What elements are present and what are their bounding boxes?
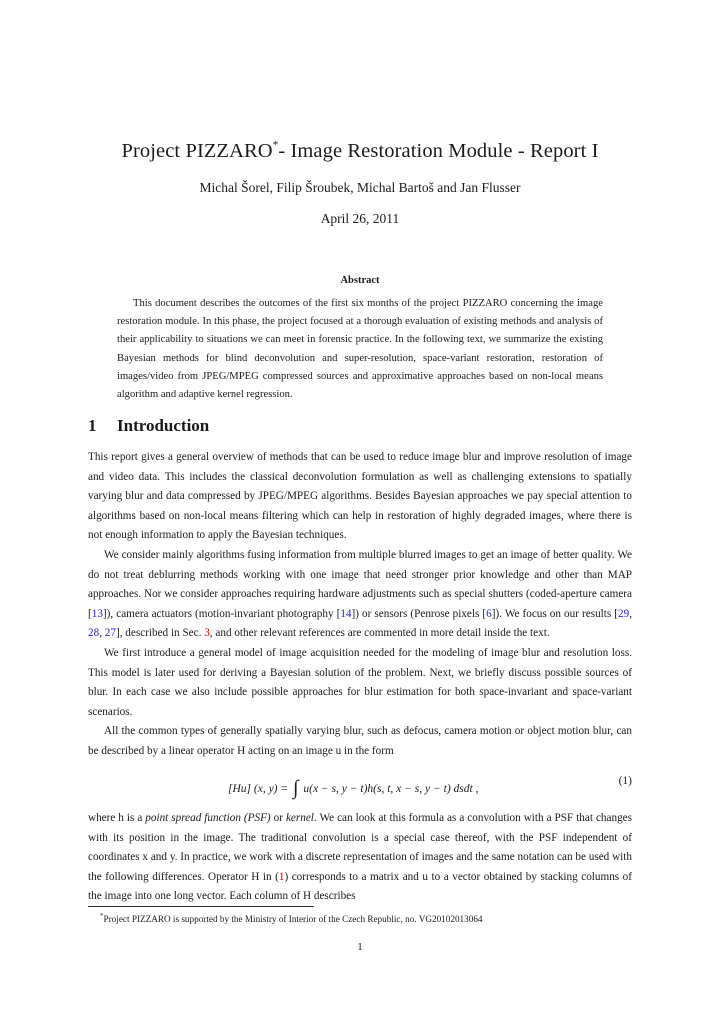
citation-link[interactable]: 13: [91, 607, 103, 620]
paper-title: [0, 138, 720, 164]
section-link[interactable]: 3: [204, 627, 210, 640]
paragraph-2: We consider mainly algorithms fusing information from multiple blurred images to get an image of better quality. We do not treat deblurring methods working with one image that need stronger prior knowledge and other than MAP approaches. Nor we consider approaches requiring hardware adjustments such as special shutters (coded-aperture camera [13]), camera actuators (motion-invariant photography [14]) or sensors (Penrose pixels [6]). We focus on our results [29, 28, 27], described in Sec. 3, and other relevant references are commented in more detail inside the text.: [88, 548, 632, 640]
integral-sign: ∫: [293, 777, 299, 799]
text-run: ) corresponds to a matrix and u to a vector obtained by stacking columns of the image into one long vector. Each column of H describes: [88, 870, 633, 903]
footnote: [100, 912, 630, 924]
equation-expression: [228, 775, 478, 798]
footnote-text: Project PIZZARO is supported by the Ministry of Interior of the Czech Republic, no. VG20102013064: [103, 914, 483, 925]
title-rest: - Image Restoration Module - Report I: [278, 140, 599, 162]
abstract-heading: Abstract: [340, 275, 380, 286]
authors: Michal Šorel, Filip Šroubek, Michal Bartoš and Jan Flusser: [199, 180, 521, 195]
text-run: We consider mainly algorithms fusing information from multiple blurred images to get an image of better quality. We do not treat deblurring methods working with one image that need stronger prior knowledge and other than MAP approaches. Nor we consider approaches requiring hardware adjustments such as special shutters (coded-aperture camera [: [88, 548, 632, 620]
abstract-text: [117, 295, 603, 404]
text-run: where h is a: [88, 812, 146, 824]
emphasis: kernel: [285, 812, 314, 824]
equation-1: [88, 769, 632, 799]
date: April 26, 2011: [320, 211, 400, 226]
equation-lhs: [Hu] (x, y) =: [228, 783, 289, 795]
text-run: ]) or sensors (Penrose pixels [: [351, 607, 487, 620]
citation-link[interactable]: 27: [104, 627, 116, 640]
section-heading: [88, 416, 209, 436]
footnote-marker: *: [100, 912, 104, 920]
section-title: Introduction: [117, 416, 210, 435]
text-run: or: [270, 812, 286, 824]
text-run: ]). We focus on our results [: [491, 607, 619, 620]
citation-link[interactable]: 6: [486, 607, 492, 620]
title-main: Project PIZZARO: [121, 140, 273, 162]
paragraph-5: [88, 809, 632, 907]
paragraph-1: This report gives a general overview of methods that can be used to reduce image blur and improve resolution of image and video data. This includes the classical deconvolution formulation as well as challenging extensions to spatially varying blur and data compressed by JPEG/MPEG algorithms. Besides Bayesian approaches we pay special attention to algorithms based on non-local means filtering which can help in restoration of highly degraded images, where there is not enough information to apply the Bayesian techniques.: [88, 451, 632, 542]
text-run: ], described in Sec.: [115, 627, 205, 640]
equation-number: (1): [618, 775, 632, 787]
footnote-rule: [88, 906, 314, 907]
text-run: . We can look at this formula as a convolution with a PSF that changes with its position in the image. The traditional convolution is a special case thereof, with the PSF independent of coordinates x and y. In practice, we work with a discrete representation of images and the same notation can be used with the following differences. Operator H in (: [88, 812, 632, 883]
equation-link[interactable]: 1: [278, 870, 285, 883]
text-run: , and other relevant references are commented in more detail inside the text.: [209, 627, 550, 640]
text-run: ]), camera actuators (motion-invariant photography [: [102, 607, 341, 620]
equation-rhs: u(x − s, y − t)h(s, t, x − s, y − t) dsdt ,: [303, 783, 479, 795]
abstract-body: This document describes the outcomes of the first six months of the project PIZZARO concerning the image restoration module. In this phase, the project focused at a thorough evaluation of existing methods and analysis of their applicability to situations we can meet in forensic practice. In the following text, we summarize the existing Bayesian methods for blind deconvolution and super-resolution, space-variant restoration, restoration of images/video from JPEG/MPEG compressed sources and approximative approaches based on non-local means algorithm and adaptive kernel regression.: [117, 298, 603, 401]
footnote-mark: *: [272, 139, 279, 151]
citation-link[interactable]: 28: [88, 627, 100, 640]
paragraph-4: All the common types of generally spatially varying blur, such as defocus, camera motion or object motion blur, can be described by a linear operator H acting on an image u in the form: [88, 725, 632, 757]
section-number: 1: [88, 416, 97, 435]
body-text: [88, 448, 632, 762]
body-text-2: [88, 809, 632, 907]
citation-link[interactable]: 14: [340, 607, 352, 620]
page-number: 1: [357, 941, 363, 953]
emphasis: point spread function (PSF): [145, 812, 271, 824]
citation-link[interactable]: 29: [618, 607, 630, 620]
paragraph-3: We first introduce a general model of image acquisition needed for the modeling of image blur and resolution loss. This model is later used for deriving a Bayesian solution of the problem. Next, we briefly discuss possible sources of blur. In each case we also include possible approaches for blur estimation for both space-invariant and space-variant scenarios.: [88, 646, 632, 718]
